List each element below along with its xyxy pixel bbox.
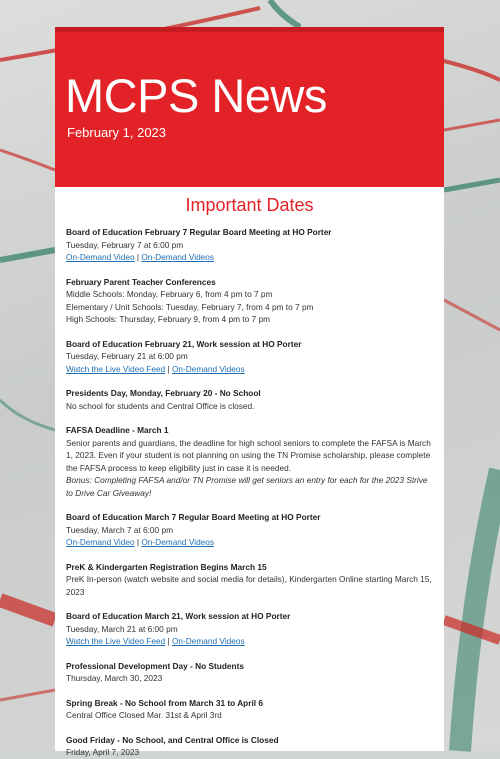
event-title: FAFSA Deadline - March 1: [66, 425, 169, 435]
event-title: February Parent Teacher Conferences: [66, 276, 216, 287]
event-detail: Tuesday, February 7 at 6:00 pm: [66, 239, 184, 250]
event-item: [66, 226, 433, 264]
event-detail: Senior parents and guardians, the deadline for high school seniors to complete the FAFSA is March 1, 2023. Even if your student is not planning on using the TN Promise scholarship, please complete the FAFSA process to keep eligibility just in case it is needed.: [66, 437, 431, 473]
event-links: [66, 635, 433, 648]
event-title: Presidents Day, Monday, February 20 - No School: [66, 388, 261, 398]
event-detail: Tuesday, March 21 at 6:00 pm: [66, 623, 178, 634]
event-detail: Friday, April 7, 2023: [66, 747, 140, 757]
on-demand-videos-link[interactable]: On-Demand Videos: [141, 537, 215, 547]
on-demand-videos-link[interactable]: On-Demand Videos: [171, 636, 245, 646]
event-item: [66, 424, 433, 499]
event-title: PreK & Kindergarten Registration Begins March 15: [66, 561, 267, 572]
event-title: Good Friday - No School, and Central Office is Closed: [66, 734, 279, 745]
event-item: [66, 610, 433, 648]
event-detail: Middle Schools: Monday, February 6, from 4 pm to 7 pm: [66, 289, 273, 299]
on-demand-videos-link[interactable]: On-Demand Videos: [171, 363, 245, 374]
link-separator: |: [165, 363, 172, 374]
event-title: Board of Education February 7 Regular Board Meeting at HO Porter: [66, 227, 332, 237]
event-detail: PreK In-person (watch website and social media for details), Kindergarten Online starting March 15, 2023: [66, 574, 432, 597]
event-title: Professional Development Day - No Students: [66, 660, 244, 671]
event-note: Bonus: Completing FAFSA and/or TN Promise will get seniors an entry for each for the 2023 Strive to Drive Car Giveaway!: [66, 475, 428, 498]
event-item: [66, 387, 433, 412]
watch-the-live-video-feed-link[interactable]: Watch the Live Video Feed: [66, 363, 166, 374]
event-item: [66, 276, 433, 326]
watch-the-live-video-feed-link[interactable]: Watch the Live Video Feed: [66, 636, 166, 646]
event-item: [66, 561, 433, 599]
link-separator: |: [134, 252, 142, 262]
on-demand-video-link[interactable]: On-Demand Video: [66, 252, 135, 262]
section-title: Important Dates: [185, 195, 314, 215]
on-demand-videos-link[interactable]: On-Demand Videos: [141, 252, 215, 262]
event-detail: No school for students and Central Office is closed.: [66, 400, 255, 411]
on-demand-video-link[interactable]: On-Demand Video: [66, 537, 135, 547]
event-detail: Thursday, March 30, 2023: [66, 673, 163, 683]
event-detail: Tuesday, March 7 at 6:00 pm: [66, 524, 173, 535]
link-separator: |: [134, 537, 142, 547]
event-detail: Central Office Closed Mar. 31st & April 3rd: [66, 710, 222, 720]
event-item: [66, 338, 433, 376]
event-item: [66, 697, 433, 722]
event-title: Board of Education March 7 Regular Board Meeting at HO Porter: [66, 512, 321, 522]
event-title: Board of Education March 21, Work session at HO Porter: [66, 611, 291, 621]
event-links: [66, 363, 433, 376]
event-item: [66, 734, 433, 759]
event-item: [66, 511, 433, 549]
newsletter-card: [55, 27, 444, 757]
newsletter-title: MCPS News: [65, 69, 327, 122]
event-item: [66, 660, 433, 685]
event-title: Spring Break - No School from March 31 to April 6: [66, 697, 264, 708]
event-detail: Elementary / Unit Schools: Tuesday, February 7, from 4 pm to 7 pm: [66, 301, 314, 312]
event-detail: Tuesday, February 21 at 6:00 pm: [66, 351, 188, 361]
event-links: [66, 536, 433, 549]
events-list: [55, 226, 444, 759]
event-detail: High Schools: Thursday, February 9, from 4 pm to 7 pm: [66, 314, 270, 324]
newsletter-date: February 1, 2023: [67, 125, 167, 140]
event-title: Board of Education February 21, Work session at HO Porter: [66, 338, 302, 349]
newsletter-header: [55, 27, 444, 187]
link-separator: |: [165, 636, 172, 646]
event-links: [66, 251, 433, 264]
